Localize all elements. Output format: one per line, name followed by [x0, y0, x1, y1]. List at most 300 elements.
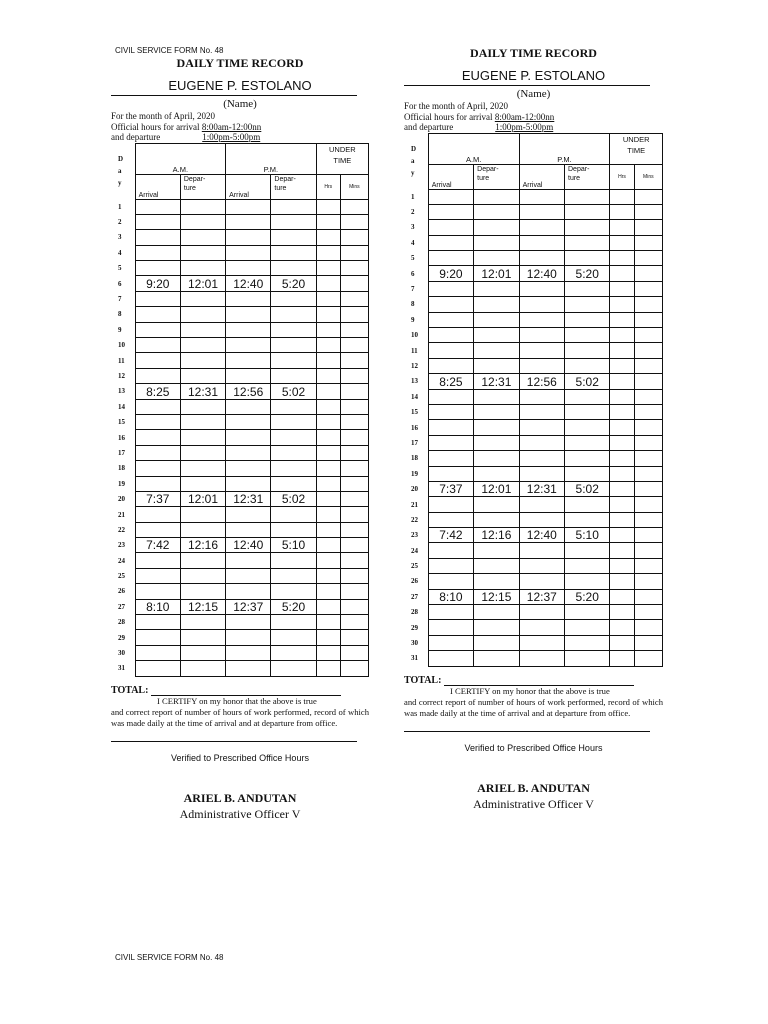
time-cell-am-arrival[interactable] — [428, 620, 473, 635]
undertime-mins-cell[interactable] — [340, 522, 368, 537]
undertime-hrs-cell[interactable] — [316, 645, 340, 660]
time-cell-am-arrival[interactable]: 9:20 — [135, 276, 180, 291]
time-cell-pm-departure[interactable]: 5:20 — [271, 276, 316, 291]
time-cell-pm-arrival[interactable]: 12:40 — [226, 276, 271, 291]
undertime-hrs-cell[interactable] — [610, 512, 634, 527]
time-cell-am-departure[interactable] — [180, 214, 225, 229]
time-cell-am-arrival[interactable] — [428, 605, 473, 620]
time-cell-am-departure[interactable]: 12:01 — [474, 481, 519, 496]
time-cell-pm-arrival[interactable] — [226, 630, 271, 645]
time-cell-am-departure[interactable] — [180, 476, 225, 491]
time-cell-pm-arrival[interactable] — [226, 430, 271, 445]
undertime-mins-cell[interactable] — [340, 399, 368, 414]
undertime-mins-cell[interactable] — [340, 568, 368, 583]
undertime-mins-cell[interactable] — [634, 558, 662, 573]
time-cell-am-departure[interactable] — [180, 291, 225, 306]
undertime-hrs-cell[interactable] — [610, 589, 634, 604]
time-cell-am-arrival[interactable] — [135, 414, 180, 429]
time-cell-am-arrival[interactable] — [428, 558, 473, 573]
time-cell-am-arrival[interactable] — [428, 420, 473, 435]
time-cell-am-arrival[interactable] — [135, 399, 180, 414]
time-cell-pm-arrival[interactable] — [519, 343, 564, 358]
undertime-hrs-cell[interactable] — [610, 574, 634, 589]
time-cell-pm-departure[interactable] — [565, 466, 610, 481]
time-cell-am-arrival[interactable] — [428, 451, 473, 466]
time-cell-am-departure[interactable] — [180, 584, 225, 599]
time-cell-am-departure[interactable] — [180, 507, 225, 522]
time-cell-pm-departure[interactable] — [565, 312, 610, 327]
time-cell-pm-departure[interactable] — [565, 328, 610, 343]
time-cell-pm-departure[interactable] — [271, 553, 316, 568]
time-cell-pm-departure[interactable] — [271, 353, 316, 368]
undertime-mins-cell[interactable] — [340, 661, 368, 676]
time-cell-pm-departure[interactable] — [271, 307, 316, 322]
undertime-hrs-cell[interactable] — [610, 404, 634, 419]
undertime-mins-cell[interactable] — [340, 491, 368, 506]
time-cell-am-departure[interactable] — [474, 389, 519, 404]
time-cell-pm-arrival[interactable] — [519, 404, 564, 419]
time-cell-pm-departure[interactable] — [565, 512, 610, 527]
undertime-hrs-cell[interactable] — [316, 291, 340, 306]
time-cell-pm-arrival[interactable] — [519, 497, 564, 512]
time-cell-am-arrival[interactable] — [428, 312, 473, 327]
time-cell-pm-arrival[interactable] — [519, 466, 564, 481]
undertime-hrs-cell[interactable] — [610, 497, 634, 512]
time-cell-pm-arrival[interactable] — [226, 645, 271, 660]
time-cell-pm-departure[interactable] — [271, 261, 316, 276]
undertime-mins-cell[interactable] — [634, 497, 662, 512]
time-cell-am-departure[interactable] — [180, 353, 225, 368]
time-cell-am-departure[interactable] — [180, 368, 225, 383]
time-cell-am-arrival[interactable] — [428, 328, 473, 343]
time-cell-pm-departure[interactable] — [565, 297, 610, 312]
time-cell-am-departure[interactable]: 12:01 — [180, 276, 225, 291]
time-cell-am-arrival[interactable]: 7:37 — [135, 491, 180, 506]
time-cell-pm-departure[interactable] — [565, 435, 610, 450]
undertime-hrs-cell[interactable] — [316, 476, 340, 491]
undertime-hrs-cell[interactable] — [610, 328, 634, 343]
time-cell-pm-arrival[interactable] — [226, 307, 271, 322]
time-cell-am-departure[interactable] — [474, 558, 519, 573]
time-cell-pm-departure[interactable] — [565, 343, 610, 358]
undertime-hrs-cell[interactable] — [316, 261, 340, 276]
time-cell-am-departure[interactable] — [474, 420, 519, 435]
time-cell-pm-departure[interactable] — [271, 476, 316, 491]
undertime-mins-cell[interactable] — [634, 466, 662, 481]
time-cell-am-arrival[interactable]: 7:42 — [428, 528, 473, 543]
time-cell-pm-arrival[interactable]: 12:37 — [226, 599, 271, 614]
time-cell-pm-departure[interactable] — [565, 574, 610, 589]
time-cell-am-departure[interactable] — [180, 553, 225, 568]
time-cell-pm-departure[interactable]: 5:20 — [565, 589, 610, 604]
time-cell-pm-arrival[interactable] — [519, 204, 564, 219]
undertime-hrs-cell[interactable] — [610, 220, 634, 235]
undertime-hrs-cell[interactable] — [316, 353, 340, 368]
undertime-mins-cell[interactable] — [340, 630, 368, 645]
time-cell-am-departure[interactable] — [474, 451, 519, 466]
time-cell-am-arrival[interactable] — [135, 230, 180, 245]
time-cell-am-arrival[interactable] — [135, 199, 180, 214]
undertime-hrs-cell[interactable] — [316, 245, 340, 260]
undertime-hrs-cell[interactable] — [316, 661, 340, 676]
undertime-mins-cell[interactable] — [634, 420, 662, 435]
time-cell-am-arrival[interactable] — [135, 430, 180, 445]
time-cell-pm-departure[interactable] — [271, 368, 316, 383]
undertime-hrs-cell[interactable] — [316, 322, 340, 337]
time-cell-pm-departure[interactable]: 5:10 — [565, 528, 610, 543]
time-cell-pm-departure[interactable] — [271, 645, 316, 660]
time-cell-am-departure[interactable] — [180, 630, 225, 645]
time-cell-pm-arrival[interactable] — [226, 353, 271, 368]
time-cell-am-arrival[interactable] — [135, 353, 180, 368]
time-cell-am-arrival[interactable] — [135, 645, 180, 660]
time-cell-pm-arrival[interactable] — [519, 251, 564, 266]
time-cell-pm-departure[interactable] — [271, 322, 316, 337]
time-cell-pm-arrival[interactable]: 12:40 — [519, 528, 564, 543]
time-cell-am-departure[interactable] — [474, 435, 519, 450]
time-cell-am-arrival[interactable] — [135, 553, 180, 568]
time-cell-pm-departure[interactable] — [565, 220, 610, 235]
time-cell-am-arrival[interactable] — [135, 214, 180, 229]
time-cell-am-departure[interactable] — [474, 312, 519, 327]
time-cell-am-departure[interactable] — [180, 414, 225, 429]
time-cell-am-departure[interactable] — [474, 281, 519, 296]
undertime-hrs-cell[interactable] — [610, 435, 634, 450]
time-cell-am-arrival[interactable] — [135, 507, 180, 522]
time-cell-am-arrival[interactable] — [428, 204, 473, 219]
time-cell-am-departure[interactable] — [180, 245, 225, 260]
time-cell-am-departure[interactable]: 12:31 — [180, 384, 225, 399]
time-cell-am-arrival[interactable]: 7:37 — [428, 481, 473, 496]
time-cell-am-arrival[interactable]: 8:10 — [428, 589, 473, 604]
undertime-mins-cell[interactable] — [634, 651, 662, 666]
undertime-mins-cell[interactable] — [634, 543, 662, 558]
time-cell-am-departure[interactable] — [474, 328, 519, 343]
time-cell-pm-arrival[interactable] — [226, 245, 271, 260]
time-cell-pm-departure[interactable]: 5:02 — [271, 384, 316, 399]
undertime-mins-cell[interactable] — [340, 538, 368, 553]
undertime-mins-cell[interactable] — [634, 328, 662, 343]
undertime-hrs-cell[interactable] — [610, 466, 634, 481]
undertime-hrs-cell[interactable] — [316, 599, 340, 614]
undertime-hrs-cell[interactable] — [316, 230, 340, 245]
time-cell-pm-departure[interactable]: 5:02 — [271, 491, 316, 506]
time-cell-am-departure[interactable] — [474, 620, 519, 635]
time-cell-pm-departure[interactable]: 5:02 — [565, 374, 610, 389]
time-cell-am-arrival[interactable] — [428, 281, 473, 296]
time-cell-pm-arrival[interactable] — [519, 512, 564, 527]
signature-line[interactable] — [404, 731, 650, 732]
time-cell-am-departure[interactable] — [180, 322, 225, 337]
undertime-mins-cell[interactable] — [340, 261, 368, 276]
undertime-hrs-cell[interactable] — [610, 620, 634, 635]
undertime-hrs-cell[interactable] — [316, 461, 340, 476]
time-cell-pm-departure[interactable] — [565, 605, 610, 620]
undertime-hrs-cell[interactable] — [316, 568, 340, 583]
time-cell-pm-departure[interactable] — [271, 661, 316, 676]
undertime-hrs-cell[interactable] — [610, 451, 634, 466]
time-cell-pm-arrival[interactable] — [519, 605, 564, 620]
undertime-hrs-cell[interactable] — [610, 374, 634, 389]
time-cell-pm-arrival[interactable] — [226, 199, 271, 214]
time-cell-pm-arrival[interactable] — [226, 522, 271, 537]
undertime-hrs-cell[interactable] — [610, 251, 634, 266]
undertime-mins-cell[interactable] — [340, 368, 368, 383]
time-cell-am-departure[interactable] — [474, 635, 519, 650]
time-cell-am-arrival[interactable] — [428, 574, 473, 589]
undertime-hrs-cell[interactable] — [316, 538, 340, 553]
time-cell-am-departure[interactable] — [474, 251, 519, 266]
time-cell-am-departure[interactable] — [474, 297, 519, 312]
time-cell-pm-arrival[interactable] — [519, 435, 564, 450]
undertime-mins-cell[interactable] — [634, 512, 662, 527]
undertime-hrs-cell[interactable] — [610, 420, 634, 435]
time-cell-am-departure[interactable] — [180, 615, 225, 630]
undertime-mins-cell[interactable] — [340, 353, 368, 368]
time-cell-am-arrival[interactable] — [135, 368, 180, 383]
undertime-mins-cell[interactable] — [634, 620, 662, 635]
undertime-hrs-cell[interactable] — [316, 307, 340, 322]
undertime-mins-cell[interactable] — [634, 189, 662, 204]
undertime-hrs-cell[interactable] — [610, 481, 634, 496]
undertime-mins-cell[interactable] — [634, 435, 662, 450]
undertime-mins-cell[interactable] — [634, 635, 662, 650]
undertime-hrs-cell[interactable] — [316, 553, 340, 568]
undertime-mins-cell[interactable] — [634, 589, 662, 604]
time-cell-pm-departure[interactable] — [565, 497, 610, 512]
time-cell-am-departure[interactable] — [180, 445, 225, 460]
undertime-hrs-cell[interactable] — [316, 491, 340, 506]
undertime-hrs-cell[interactable] — [610, 297, 634, 312]
undertime-hrs-cell[interactable] — [610, 528, 634, 543]
time-cell-am-arrival[interactable] — [135, 584, 180, 599]
time-cell-pm-departure[interactable] — [271, 615, 316, 630]
time-cell-pm-arrival[interactable] — [226, 230, 271, 245]
undertime-mins-cell[interactable] — [340, 307, 368, 322]
time-cell-am-arrival[interactable] — [428, 220, 473, 235]
time-cell-am-departure[interactable]: 12:01 — [474, 266, 519, 281]
time-cell-pm-arrival[interactable] — [519, 558, 564, 573]
time-cell-am-departure[interactable] — [180, 568, 225, 583]
undertime-mins-cell[interactable] — [340, 615, 368, 630]
time-cell-am-departure[interactable] — [180, 199, 225, 214]
time-cell-pm-departure[interactable] — [271, 245, 316, 260]
time-cell-pm-arrival[interactable]: 12:40 — [519, 266, 564, 281]
undertime-mins-cell[interactable] — [340, 384, 368, 399]
undertime-hrs-cell[interactable] — [610, 281, 634, 296]
time-cell-pm-departure[interactable] — [565, 189, 610, 204]
time-cell-am-departure[interactable] — [474, 404, 519, 419]
time-cell-pm-departure[interactable] — [271, 214, 316, 229]
time-cell-pm-departure[interactable] — [565, 420, 610, 435]
time-cell-pm-arrival[interactable] — [226, 553, 271, 568]
time-cell-am-arrival[interactable] — [135, 630, 180, 645]
time-cell-pm-departure[interactable] — [565, 635, 610, 650]
undertime-hrs-cell[interactable] — [316, 445, 340, 460]
undertime-hrs-cell[interactable] — [316, 414, 340, 429]
undertime-mins-cell[interactable] — [340, 291, 368, 306]
undertime-hrs-cell[interactable] — [316, 384, 340, 399]
time-cell-am-departure[interactable] — [180, 307, 225, 322]
time-cell-am-departure[interactable] — [180, 399, 225, 414]
undertime-mins-cell[interactable] — [634, 312, 662, 327]
time-cell-am-arrival[interactable] — [428, 543, 473, 558]
time-cell-pm-arrival[interactable] — [226, 584, 271, 599]
time-cell-am-arrival[interactable] — [135, 522, 180, 537]
undertime-mins-cell[interactable] — [634, 204, 662, 219]
time-cell-pm-departure[interactable] — [565, 620, 610, 635]
undertime-hrs-cell[interactable] — [316, 615, 340, 630]
signature-line[interactable] — [111, 741, 357, 742]
time-cell-pm-departure[interactable] — [271, 230, 316, 245]
time-cell-am-arrival[interactable] — [135, 445, 180, 460]
time-cell-am-arrival[interactable]: 9:20 — [428, 266, 473, 281]
undertime-mins-cell[interactable] — [634, 220, 662, 235]
time-cell-pm-departure[interactable] — [565, 204, 610, 219]
time-cell-am-departure[interactable] — [474, 651, 519, 666]
time-cell-am-departure[interactable]: 12:01 — [180, 491, 225, 506]
time-cell-am-departure[interactable] — [474, 358, 519, 373]
undertime-mins-cell[interactable] — [340, 430, 368, 445]
time-cell-am-arrival[interactable] — [428, 251, 473, 266]
time-cell-am-departure[interactable]: 12:15 — [474, 589, 519, 604]
time-cell-pm-departure[interactable] — [271, 338, 316, 353]
time-cell-pm-arrival[interactable] — [226, 568, 271, 583]
time-cell-pm-departure[interactable] — [271, 414, 316, 429]
time-cell-pm-departure[interactable] — [271, 291, 316, 306]
time-cell-pm-arrival[interactable] — [519, 420, 564, 435]
time-cell-am-arrival[interactable] — [428, 235, 473, 250]
time-cell-am-arrival[interactable] — [428, 435, 473, 450]
undertime-mins-cell[interactable] — [634, 404, 662, 419]
undertime-hrs-cell[interactable] — [610, 204, 634, 219]
time-cell-am-arrival[interactable] — [428, 651, 473, 666]
time-cell-pm-departure[interactable] — [565, 251, 610, 266]
time-cell-pm-arrival[interactable] — [519, 358, 564, 373]
time-cell-pm-arrival[interactable] — [226, 476, 271, 491]
time-cell-am-departure[interactable] — [180, 261, 225, 276]
time-cell-pm-departure[interactable] — [565, 404, 610, 419]
time-cell-pm-departure[interactable] — [271, 522, 316, 537]
time-cell-am-departure[interactable]: 12:16 — [474, 528, 519, 543]
time-cell-pm-arrival[interactable] — [226, 414, 271, 429]
time-cell-pm-arrival[interactable] — [226, 615, 271, 630]
time-cell-pm-arrival[interactable]: 12:56 — [226, 384, 271, 399]
time-cell-pm-arrival[interactable]: 12:31 — [519, 481, 564, 496]
undertime-hrs-cell[interactable] — [316, 199, 340, 214]
time-cell-pm-departure[interactable]: 5:20 — [271, 599, 316, 614]
time-cell-pm-departure[interactable] — [565, 389, 610, 404]
time-cell-am-arrival[interactable] — [135, 261, 180, 276]
undertime-hrs-cell[interactable] — [610, 635, 634, 650]
time-cell-am-departure[interactable] — [180, 661, 225, 676]
time-cell-pm-departure[interactable] — [565, 651, 610, 666]
undertime-hrs-cell[interactable] — [610, 235, 634, 250]
time-cell-pm-arrival[interactable] — [519, 620, 564, 635]
time-cell-am-departure[interactable] — [474, 512, 519, 527]
time-cell-pm-arrival[interactable]: 12:31 — [226, 491, 271, 506]
time-cell-am-arrival[interactable] — [135, 307, 180, 322]
time-cell-pm-departure[interactable] — [271, 430, 316, 445]
time-cell-pm-departure[interactable] — [271, 399, 316, 414]
time-cell-pm-arrival[interactable] — [519, 651, 564, 666]
time-cell-pm-departure[interactable] — [565, 281, 610, 296]
time-cell-am-departure[interactable] — [180, 645, 225, 660]
time-cell-pm-arrival[interactable] — [226, 338, 271, 353]
time-cell-pm-departure[interactable] — [271, 199, 316, 214]
time-cell-pm-arrival[interactable] — [226, 445, 271, 460]
undertime-mins-cell[interactable] — [634, 574, 662, 589]
undertime-mins-cell[interactable] — [634, 281, 662, 296]
time-cell-pm-arrival[interactable]: 12:40 — [226, 538, 271, 553]
undertime-hrs-cell[interactable] — [316, 214, 340, 229]
undertime-hrs-cell[interactable] — [610, 266, 634, 281]
time-cell-pm-arrival[interactable] — [226, 507, 271, 522]
time-cell-pm-arrival[interactable] — [519, 220, 564, 235]
time-cell-pm-departure[interactable] — [271, 445, 316, 460]
time-cell-pm-departure[interactable] — [271, 630, 316, 645]
time-cell-pm-departure[interactable]: 5:02 — [565, 481, 610, 496]
time-cell-pm-arrival[interactable] — [519, 574, 564, 589]
undertime-hrs-cell[interactable] — [316, 507, 340, 522]
time-cell-am-arrival[interactable] — [135, 568, 180, 583]
undertime-hrs-cell[interactable] — [610, 389, 634, 404]
undertime-mins-cell[interactable] — [340, 461, 368, 476]
undertime-hrs-cell[interactable] — [316, 276, 340, 291]
time-cell-am-arrival[interactable]: 8:10 — [135, 599, 180, 614]
undertime-mins-cell[interactable] — [634, 235, 662, 250]
time-cell-am-arrival[interactable] — [428, 343, 473, 358]
time-cell-am-arrival[interactable]: 8:25 — [135, 384, 180, 399]
undertime-mins-cell[interactable] — [634, 343, 662, 358]
time-cell-am-arrival[interactable] — [428, 189, 473, 204]
time-cell-pm-arrival[interactable] — [519, 235, 564, 250]
time-cell-am-arrival[interactable] — [135, 476, 180, 491]
time-cell-am-departure[interactable] — [474, 497, 519, 512]
time-cell-pm-arrival[interactable]: 12:37 — [519, 589, 564, 604]
time-cell-am-arrival[interactable] — [428, 466, 473, 481]
time-cell-am-departure[interactable] — [180, 230, 225, 245]
time-cell-pm-arrival[interactable] — [519, 389, 564, 404]
time-cell-am-departure[interactable] — [180, 338, 225, 353]
time-cell-am-arrival[interactable] — [135, 615, 180, 630]
time-cell-am-arrival[interactable] — [135, 322, 180, 337]
time-cell-pm-departure[interactable]: 5:10 — [271, 538, 316, 553]
time-cell-am-arrival[interactable] — [135, 245, 180, 260]
time-cell-am-departure[interactable] — [474, 204, 519, 219]
undertime-mins-cell[interactable] — [340, 199, 368, 214]
undertime-hrs-cell[interactable] — [610, 312, 634, 327]
time-cell-am-arrival[interactable] — [135, 461, 180, 476]
time-cell-pm-arrival[interactable] — [226, 214, 271, 229]
time-cell-am-arrival[interactable] — [428, 497, 473, 512]
time-cell-am-arrival[interactable]: 7:42 — [135, 538, 180, 553]
time-cell-pm-departure[interactable] — [271, 584, 316, 599]
time-cell-pm-departure[interactable] — [271, 507, 316, 522]
time-cell-am-departure[interactable] — [474, 220, 519, 235]
undertime-mins-cell[interactable] — [634, 451, 662, 466]
time-cell-am-arrival[interactable] — [428, 358, 473, 373]
undertime-mins-cell[interactable] — [340, 276, 368, 291]
undertime-hrs-cell[interactable] — [316, 368, 340, 383]
undertime-mins-cell[interactable] — [340, 599, 368, 614]
time-cell-pm-departure[interactable] — [565, 543, 610, 558]
undertime-mins-cell[interactable] — [634, 297, 662, 312]
undertime-mins-cell[interactable] — [340, 338, 368, 353]
time-cell-pm-arrival[interactable] — [519, 635, 564, 650]
undertime-mins-cell[interactable] — [340, 584, 368, 599]
undertime-mins-cell[interactable] — [634, 528, 662, 543]
